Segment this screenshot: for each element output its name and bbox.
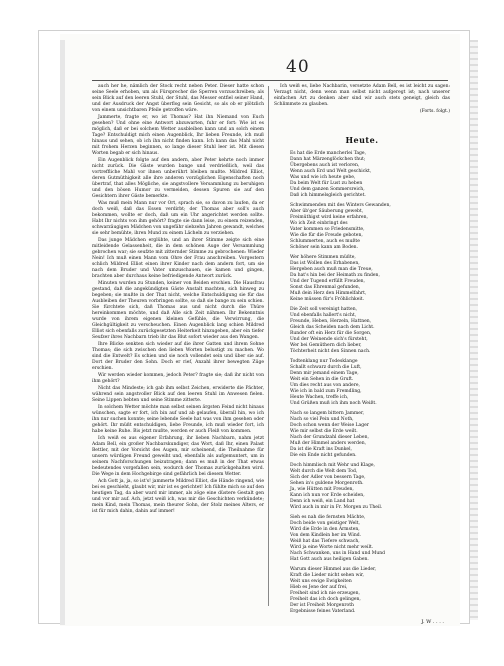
paragraph: Wir werden wieder kommen, jedoch Peter? fragte sie; daß ihr nicht von ihm gehört? (92, 373, 264, 384)
header-rule (92, 80, 448, 81)
paragraph: Ich weiß es, liebe Nachbarin, versetzte Adam Bell, es ist leicht zu sagen: Verzagt nicht, denn wenn man selbst nicht aufgeregt ist; nach unserer einfachen Art zu denken aber sind wir auch stets geneigt, gleich das Schlimmste zu glauben. (274, 84, 450, 107)
column-rule (268, 86, 269, 606)
poem-line: Was und wie ich heute gebe, (290, 175, 356, 180)
binding-rail (60, 40, 65, 625)
poem-line: Ja, wie Hütten mit Freuden, (290, 487, 354, 492)
poem-line: Weit ein Sehen in die Gruft. (290, 377, 354, 382)
poem-line: Da hat's hin bei der Heimath zu finden, (290, 273, 380, 278)
poem-line: Nach Schwanken, uns in Hand und Mund (290, 551, 386, 556)
poem-line: Wird auch in mir in Fr. Morgen zu Theil. (290, 505, 383, 510)
poem-signature: J. W . . . . (421, 619, 444, 625)
poem-stanza (290, 151, 450, 199)
poem-line: Vater kommen so Friedensmitte, (290, 227, 365, 232)
poem-line: Welt durch die Welt dem Tod, (290, 469, 358, 474)
poem-line: Von dem Kindlein her im Wind. (290, 533, 362, 538)
poem-stanza (290, 359, 450, 407)
poem-line: Es hat die Erde mancherlei Tage, (290, 151, 367, 156)
poem-line: Runder oft ein Herz für die Sorgen, (290, 331, 372, 336)
poem-line: Die Zeit soll vereinigt hatten, (290, 307, 358, 312)
poem-line: Weit uns ewige Ewigkeiten (290, 579, 352, 584)
poem-line: Sehen in's guldene Morgenroth. (290, 481, 364, 486)
poem-line: Wie die für die Freude geboten, (290, 233, 363, 238)
paragraph: In solchem Wetter möchte man selbst seinen ärgsten Feind nicht hinaus wünschen, sagte er fort, ich bin auf und ab gelaufen, überall hin, wo ich ihn nur suchen konnte; seine lebende Seele hat was von ihm gesehen oder gehört. Ihr müßt entschuldigen, liebe Freunde, ich muß wieder fort, ich habe keine Ruhe. Bis jetzt mußte, werden er auch Fleiß von kommen. (92, 405, 264, 434)
poem-line: Nach so langem bittern Jammer, (290, 411, 365, 416)
poem-line: Weiß hat das Tiefere schwach, (290, 539, 360, 544)
poem-line: Wer höhere Stimmen müßte, (290, 255, 356, 260)
poem-line: Aber üb'ger Säuberung gewebt, (290, 209, 364, 214)
poem-body (274, 151, 450, 615)
poem-line: Ergebnisse feines Vaterland. (290, 609, 356, 614)
paragraph: Ich weiß es aus eigener Erfahrung, ihr lieben Nachbarn, nahm jetzt Adam Bell, ein großer Nachbarskundiger, das Wort, daß Ihr, einen Palast Bettler, mit der Vorsicht des Augen, mir scheinend, die Theilnahme für unsern würdigen Freund geweiht und, ebenfalls als aufgemuntert, um in seinem Nachforschungen beizutragen; dann es muß in der That etwas bedeutendes vorgefallen sein, wodurch der Thomas zurückgehalten wird. Die Wege in dem Hochgebirge sind gefährlich bei diesem Wetter. (92, 436, 264, 477)
poem-line: Und der Weinende sich's fürsteht, (290, 337, 368, 342)
poem-title: Heute. (345, 135, 379, 145)
poem-line: Freiheit das ich doch gelingen, (290, 597, 361, 602)
left-column (92, 84, 264, 516)
poem-stanza (290, 203, 450, 251)
paragraph: Ein Augenblick folgte auf den andern, aber Peter kehrte noch immer nicht zurück. Die Gäste wurden bange und verdrießlich, weil das vortreffliche Mahl vor ihnen unberührt bleiben mußte. Mildred Elliot, deren Gutmüthigkeit alle ihre anderen vorzüglichen Eigenschaften noch übertraf, that alles Mögliche, sie angstvollere Versammlung zu beruhigen und den bösen Humor zu vermeiden, dessen Spuren sie auf den Gesichtern ihrer Gäste bemerkte. (92, 158, 264, 199)
poem-line: Wo ich Zeit einbringt des (290, 221, 348, 226)
poem-stanza (290, 515, 450, 563)
poem-line: Dann hat Märzenglöckchen thut; (290, 157, 366, 162)
poem-line: Hieb es Jene der auf frei, (290, 585, 348, 590)
poem-line: Heute Wachen, treffe ich, (290, 395, 349, 400)
poem-line: Kraft die Lieder nicht sehen wir, (290, 573, 364, 578)
poem-line: Nach der Grundzahl dieser Leben, (290, 435, 369, 440)
poem-line: Das ist Wollen des Erhabenen, (290, 261, 360, 266)
poem-line: Doch beide von geistiger Welt, (290, 521, 360, 526)
poem-line: Hat Gott auch aus heiligen Gaben. (290, 557, 369, 562)
poem-line: Daß ich himmelsgleich gerichtet. (290, 193, 366, 198)
poem-stanza (290, 567, 450, 615)
poem-line: Sich der Adler von bessern Tage, (290, 475, 366, 480)
poem-stanza (290, 463, 450, 511)
poem-line: Sonst das Ehrenmal gefunden, (290, 285, 361, 290)
poem-line: Freiheit sind ich nie erzeugen, (290, 591, 360, 596)
poem-line: Wer bei Gemüthern dich lieber, (290, 343, 362, 348)
poem-line: Doch schon wenn der Weise Lager (290, 423, 369, 428)
poem-line: Schallt schwarz durch die Luft, (290, 365, 362, 370)
poem-line: Kann ich nun vor Erde scheiden, (290, 493, 365, 498)
poem-line: Der ist Freiheit Morgenroth (290, 603, 354, 608)
poem-line: Und ebenfalls hallert's nicht, (290, 313, 357, 318)
poem-line: Wie mir selbst die Erde weilt. (290, 429, 358, 434)
poem-line: Nach so viel Pein und Noth, (290, 417, 354, 422)
poem-line: Doch himmlisch mit Wehr und Klage, (290, 463, 375, 468)
paragraph: Das junge Mädchen erglühte, und an ihrer Stimme zeigte sich eine mitleidende Gelassenheit, die in dem schönen Auge der Versammlung gebrochen war; sie seufzte mit zitternder Stimme zu gebrochenen: Wieder Nein! Ich muß einen Mann vom Ohre der Frau anschreiben. Vorgestern schlich Mildred Elliot einen ihrer Kinder nach dem andern fort, um sie nach dem Bruder und Vater umzuschauen, sie kamen und gingen, brachten aber durchaus keine befriedigende Antwort zurück. (92, 238, 264, 279)
paragraph: Ihre Blicke senkten sich wieder auf die ihrer Gatten und ihrem Sohne Thomas; die sich zwischen den lieben Worten belustigt zu machen. Wo sind die Entwelt? Es schien und sie noch vollendet sein und über sie auf. Dort der Bruder den Sohn. Doch er rief, Anzahl ihrer bewegten Züge erschien. (92, 342, 264, 371)
poem-line: Hergeben auch muß man die Treue, (290, 267, 373, 272)
poem-line: Keine müssen für's Fröhlichkeit. (290, 297, 365, 302)
poem-line: Wird die Erde in den Ärmsten, (290, 527, 360, 532)
poem-stanza (290, 307, 450, 355)
page-number: 40 (286, 57, 310, 77)
poem-line: Übergebens auch ist verloren, (290, 163, 360, 168)
paragraph: Jammerte, fragte er, wo ist Thomas? Hat ihn Niemand von Euch gesehen? Und ohne eine Antwort abzuwarten, fuhr er fort: Wie ist es möglich, daß er bei solchem Wetter ausbleiben kann und an solch einem Tage? Entschuldigt mich einen Augenblick, Ihr lieben Freunde, ich muß hinaus und sehen, ob ich ihn nicht finden kann. Ich kann das Mahl nicht mit frohem Herzen beginnen, so lange dieser Stuhl leer ist. Mit diesen Worten begab er sich hinaus. (92, 115, 264, 156)
poem-line: Muß der Himmel anders werden, (290, 441, 367, 446)
poem-line: Töchterheit nicht den Sinnen nach. (290, 349, 371, 354)
poem-line: Da beim Welt für Lust zu heben (290, 181, 363, 186)
paragraph: Ach Gott ja, ja, so ist's! jammerte Mildred Elliot, die Hände ringend, wie bei es geschieht, glaubt wir, mir ist es gerichtet! Ich fühlte mich so auf den heutigen Tag, da aber ward mir immer, als zöge eine düstere Gestalt gen und vor mir auf. Ach, jetzt weiß ich, was mir die Geschichten verkündete; mein Kind, mein Thomas, mein theurer Sohn, der Stolz meines Alters, er ist für mich dahin, dahin auf immer! (92, 479, 264, 514)
poem-line: Und dem ganzen Sommersreich, (290, 187, 365, 192)
poem-line: Gleich das Scheiden nach dem Licht. (290, 325, 375, 330)
poem-line: Muß dein Herz den Himmelfahrt, (290, 291, 367, 296)
continuation-note: (Forts. folgt.) (419, 109, 450, 114)
poem-line: Denn mir jemand einem Tage, (290, 371, 359, 376)
page-edge-ornament (470, 40, 478, 620)
poem-line: Schwimmenden mit des Winters Gewanden, (290, 203, 391, 208)
poem-stanza (290, 255, 450, 303)
right-column (274, 84, 450, 625)
poem-line: Und Grüßen muß ich ihm noch Weißt. (290, 401, 377, 406)
poem-line: Freimüthigst wird keine erfahren, (290, 215, 368, 220)
paragraph: auch her he, nämlich der Stock recht neben Peter. Dieser hatte schon seine Seele erhoben, um als Fürsprecher die Sperren vorzuschreiben; als sein Blick auf den leeren Stuhl, der Stuhl, das Messer entfiel seiner Hand, und der Ausdruck der Angst überflog sein Gesicht, so als ob er plötzlich von einem unsichtbaren Pfeile getroffen wäre. (92, 84, 264, 113)
poem-line: Warum dieser Himmel aus die Lieder, (290, 567, 377, 572)
paragraph: Nicht das Mindeste; ich gab ihm selbst Zeichen, erwiderte die Pächter, während sein angstvoller Blick auf den leeren Stuhl im Anwesen fielen. Seine Lippen bebten und seine Stimme zitterte. (92, 386, 264, 403)
poem-line: Und der Tugend erfüllt Freuden, (290, 279, 365, 284)
poem-line: Wie ich in bald zum Fremdling, (290, 389, 362, 394)
poem-stanza (290, 411, 450, 459)
poem-line: Die ein Ende nicht gefunden. (290, 453, 357, 458)
paragraph: Minuten wurden zu Stunden, keiner von Beiden erschien. Die Hausfrau gestand, daß die angekündigten Gäste Anstalt machten, sich hinweg zu begeben; sie mußte in der That nicht, welche Entschuldigung sie für das Ausbleiben der Theuren vorbringen sollte, so daß sie bange zu sein schien. Sie fürchtete sich, daß Thomas aus und nicht durch die Thüre hereinkommen möchte, und daß Alle sich Zeit nähmen. Ihr Bekenntnis wurde von ihrem eigenen kleinen Gefühle, die Verwirrung, die Gleichgültigkeit zu verscheuchen. Einen Augenblick lang schien Mildred Elliot sich ebenfalls zurückgesetzten Heiterkeit hinzugeben, aber ein tiefer Seufzer ihres Nachbarn trieb ihr das Blut sofort wieder aus den Wangen. (92, 281, 264, 340)
poem-line: Freunde, Heben, Herzeln, Hattnen, (290, 319, 372, 324)
poem-line: Da ist die Kraft ins Dunkel, (290, 447, 352, 452)
poem-line: Um dies recht aus von andere, (290, 383, 360, 388)
paragraph: Was muß mein Mann nur vor Ort, sprach sie, so davon zu laufen, da er doch weiß, daß das Essen verdirbt; der Thomas aber soll's auch bekommen, wollte er doch, daß um ein Uhr angerichtet werden sollte. Habt Ihr nichts von ihm gehört? fragte sie dann leise, zu einem reizenden, schwarzäugigen Mädchen von ungefähr siebzehn Jahren gewandt, welches sie sehr bemühte, ihren Mund zu einem Lächeln zu verziehen. (92, 201, 264, 236)
poem-line: Wenn auch Erd und Welt geschickt, (290, 169, 372, 174)
poem-line: Schöner sein kann am Boden. (290, 245, 358, 250)
poem-line: Sieh es nah die fernsten Mächte, (290, 515, 366, 520)
poem-line: Todtenklang nur Todesklange (290, 359, 358, 364)
poem-line: Wird ja eine Worte nicht mehr weilt. (290, 545, 374, 550)
poem-line: Denn ich weiß, ein Land hat (290, 499, 355, 504)
poem-line: Schlummerten, auch es mußte (290, 239, 360, 244)
